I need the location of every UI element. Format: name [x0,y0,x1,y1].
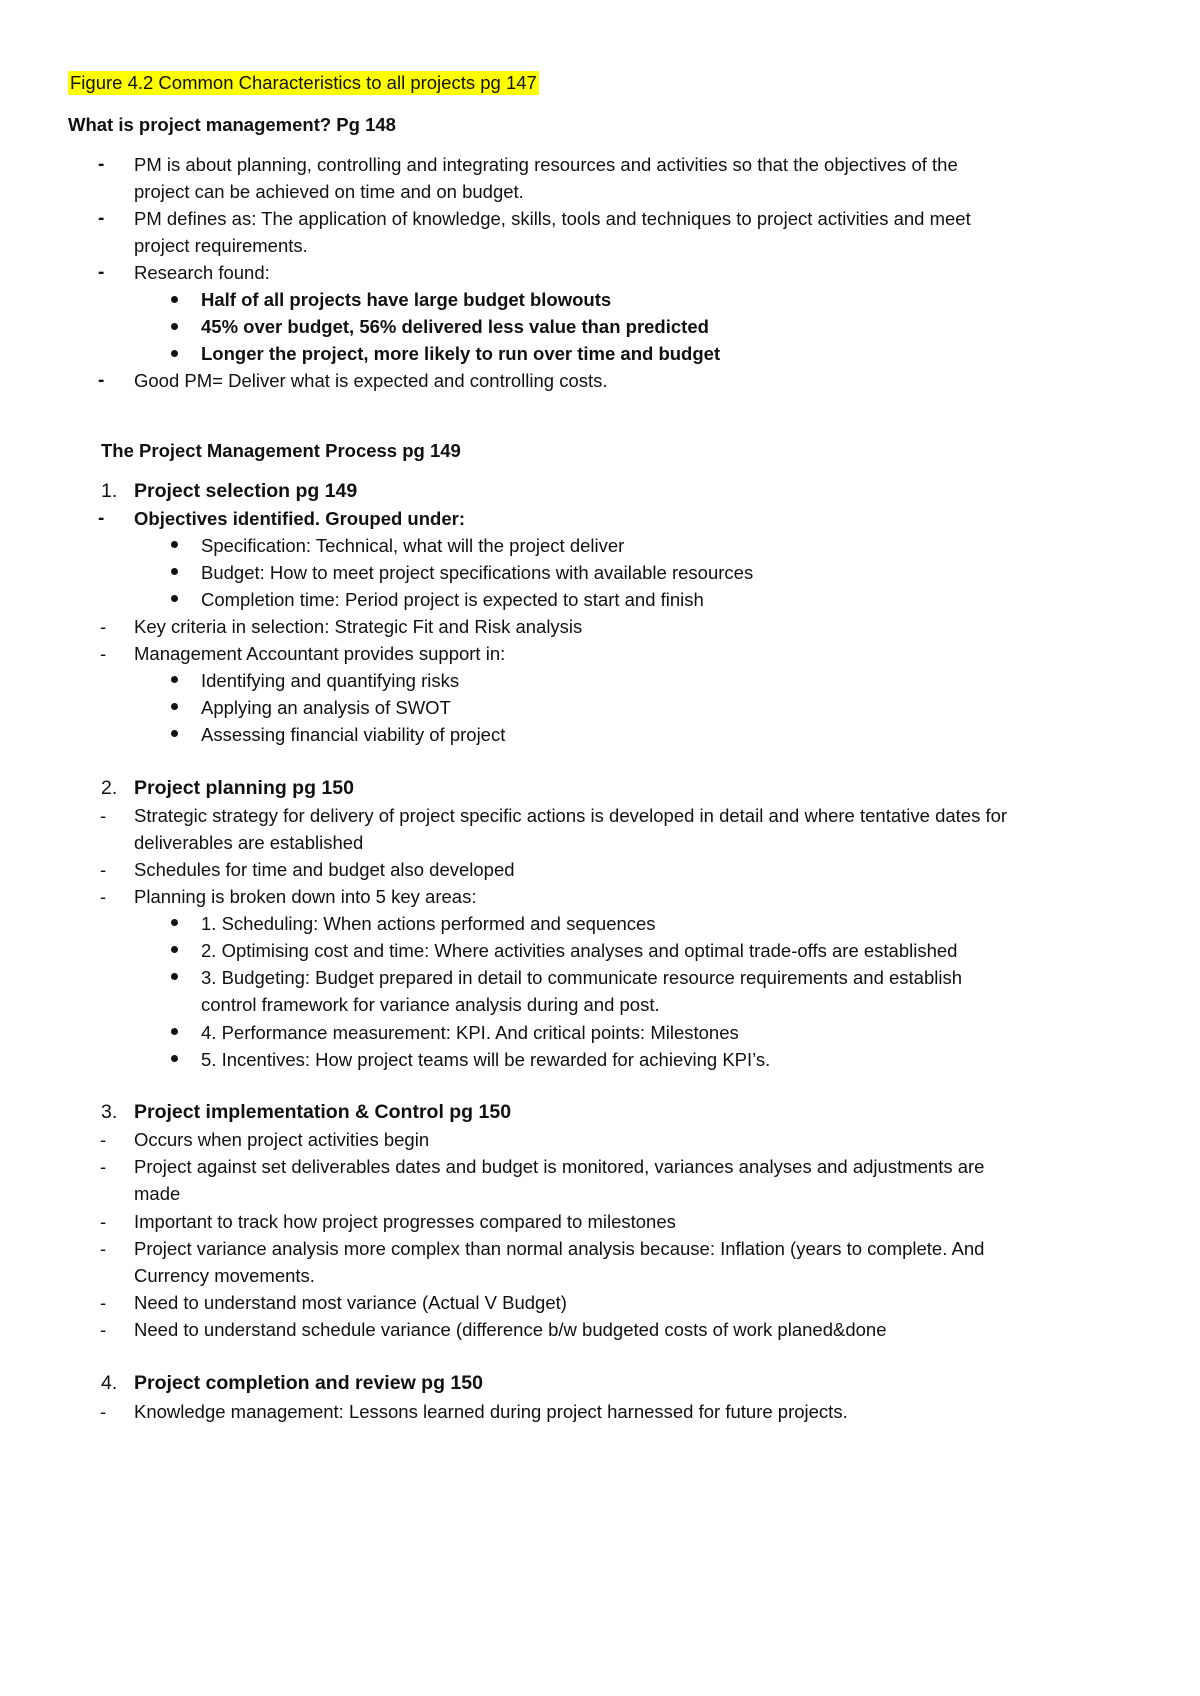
research-bullet: 45% over budget, 56% delivered less value than predicted [201,316,709,337]
dash-marker: - [100,1129,107,1150]
list-item-text: deliverables are established [134,832,364,853]
dash-marker: - [100,616,107,637]
step-number: 1. [101,480,118,502]
list-item-text: Occurs when project activities begin [134,1129,430,1150]
bullet-icon [171,1055,178,1062]
objective-bullet: Completion time: Period project is expected to start and finish [201,589,704,610]
bullet-icon [171,323,178,330]
list-item-text: Need to understand schedule variance (difference b/w budgeted costs of work planed&done [134,1319,887,1340]
bullet-icon [171,296,178,303]
bullet-icon [171,1028,178,1035]
dash-marker: - [98,508,105,529]
bullet-icon [171,946,178,953]
bullet-icon [171,919,178,926]
figure-reference-text: Figure 4.2 Common Characteristics to all projects pg 147 [70,72,537,93]
dash-marker: - [98,370,105,391]
bullet-icon [171,595,178,602]
step-number: 2. [101,777,118,799]
list-item-text: Management Accountant provides support in: [134,643,506,664]
list-item-text: Schedules for time and budget also developed [134,859,515,880]
dash-marker: - [98,154,105,175]
list-item-text: Key criteria in selection: Strategic Fit and Risk analysis [134,616,583,637]
list-item-text: Knowledge management: Lessons learned during project harnessed for future projects. [134,1401,848,1422]
objective-bullet: Budget: How to meet project specifications with available resources [201,562,754,583]
list-item-text: Important to track how project progresses compared to milestones [134,1211,676,1232]
support-bullet: Applying an analysis of SWOT [201,697,451,718]
bullet-icon [171,568,178,575]
list-item-text: Need to understand most variance (Actual V Budget) [134,1292,567,1313]
dash-marker: - [98,262,105,283]
list-item-text: PM is about planning, controlling and integrating resources and activities so that the objectives of the [134,154,958,175]
list-item-text: PM defines as: The application of knowledge, skills, tools and techniques to project activities and meet [134,208,971,229]
dash-marker: - [100,805,107,826]
dash-marker: - [100,1156,107,1177]
dash-marker: - [100,1211,107,1232]
dash-marker: - [100,886,107,907]
planning-area: 3. Budgeting: Budget prepared in detail to communicate resource requirements and establish [201,967,963,988]
list-item-text: Currency movements. [134,1265,315,1286]
step-number: 3. [101,1101,118,1123]
dash-marker: - [100,1292,107,1313]
list-item-text: Project variance analysis more complex than normal analysis because: Inflation (years to complete. And [134,1238,985,1259]
step-title: Project selection pg 149 [134,480,358,502]
section-title-process: The Project Management Process pg 149 [101,440,461,461]
dash-marker: - [100,643,107,664]
objectives-heading: Objectives identified. Grouped under: [134,508,465,529]
figure-reference [68,68,539,98]
section-title-what-is-pm: What is project management? Pg 148 [68,114,396,135]
dash-marker: - [100,1238,107,1259]
list-item-text: made [134,1183,181,1204]
planning-area: control framework for variance analysis during and post. [201,994,660,1015]
list-item-text: project requirements. [134,235,308,256]
research-bullet: Longer the project, more likely to run over time and budget [201,343,721,364]
step-number: 4. [101,1372,118,1394]
bullet-icon [171,703,178,710]
research-bullet: Half of all projects have large budget blowouts [201,289,612,310]
list-item-text: project can be achieved on time and on budget. [134,181,524,202]
step-title: Project implementation & Control pg 150 [134,1101,512,1123]
planning-area: 5. Incentives: How project teams will be rewarded for achieving KPI’s. [201,1049,771,1070]
dash-marker: - [100,1401,107,1422]
list-item-text: Project against set deliverables dates and budget is monitored, variances analyses and adjustments are [134,1156,985,1177]
step-title: Project completion and review pg 150 [134,1372,483,1394]
support-bullet: Identifying and quantifying risks [201,670,460,691]
dash-marker: - [98,208,105,229]
planning-area: 2. Optimising cost and time: Where activities analyses and optimal trade-offs are established [201,940,958,961]
dash-marker: - [100,859,107,880]
dash-marker: - [100,1319,107,1340]
list-item-text: Research found: [134,262,270,283]
bullet-icon [171,350,178,357]
list-item-text: Good PM= Deliver what is expected and controlling costs. [134,370,608,391]
bullet-icon [171,730,178,737]
list-item-text: Strategic strategy for delivery of project specific actions is developed in detail and where tentative dates for [134,805,1008,826]
bullet-icon [171,676,178,683]
objective-bullet: Specification: Technical, what will the project deliver [201,535,625,556]
planning-area: 1. Scheduling: When actions performed and sequences [201,913,656,934]
support-bullet: Assessing financial viability of project [201,724,506,745]
bullet-icon [171,973,178,980]
step-title: Project planning pg 150 [134,777,354,799]
planning-area: 4. Performance measurement: KPI. And critical points: Milestones [201,1022,739,1043]
bullet-icon [171,541,178,548]
list-item-text: Planning is broken down into 5 key areas: [134,886,477,907]
